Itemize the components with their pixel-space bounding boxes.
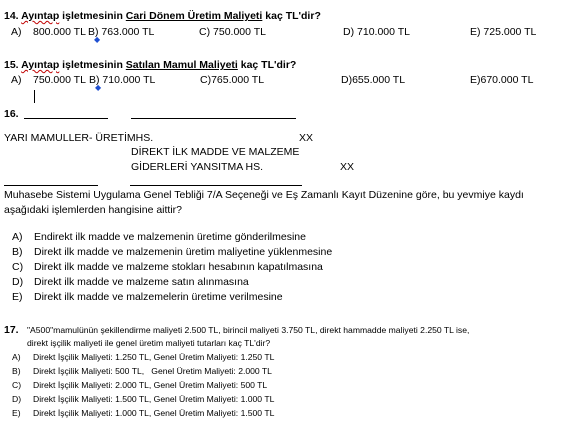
- journal-top-line-left: [24, 118, 108, 119]
- q14-key-term: Cari Dönem Üretim Maliyeti: [125, 10, 263, 22]
- q15-option-a[interactable]: A) 750.000 TL: [11, 74, 86, 86]
- q14-option-a[interactable]: A) 800.000 TL: [11, 26, 86, 38]
- journal-debit-account: YARI MAMULLER- ÜRETİMHS.: [4, 132, 154, 144]
- q17-question-line2: direkt işçilik maliyeti ile genel üretim maliyeti tutarları kaç TL'dir?: [27, 338, 271, 348]
- q14-number: 14.: [4, 10, 19, 22]
- q17-option-e[interactable]: E) Direkt İşçilik Maliyeti: 1.000 TL, Genel Üretim Maliyeti: 1.500 TL: [12, 408, 275, 418]
- journal-bottom-line-right: [130, 185, 302, 186]
- q14-option-d[interactable]: D) 710.000 TL: [343, 26, 410, 38]
- q15-option-d[interactable]: D)655.000 TL: [341, 74, 406, 86]
- q15-option-e[interactable]: E)670.000 TL: [470, 74, 534, 86]
- q16-question-line1: Muhasebe Sistemi Uygulama Genel Tebliği 7/A Seçeneği ve Eş Zamanlı Kayıt Düzenine göre, bu yevmiye kaydı: [4, 189, 524, 201]
- q16-option-e[interactable]: E) Direkt ilk madde ve malzemelerin üretime verilmesine: [12, 291, 283, 303]
- q17-option-c[interactable]: C) Direkt İşçilik Maliyeti: 2.000 TL, Genel Üretim Maliyeti: 500 TL: [12, 380, 268, 390]
- cursor-mark: ◆: [95, 83, 102, 92]
- journal-debit-amount: XX: [299, 132, 314, 144]
- q16-option-a[interactable]: A) Endirekt ilk madde ve malzemenin üretime gönderilmesine: [12, 231, 306, 243]
- q16-option-b[interactable]: B) Direkt ilk madde ve malzemenin üretim maliyetine yüklenmesine: [12, 246, 333, 258]
- q15-option-b[interactable]: B) 710.000 TL: [89, 74, 156, 86]
- journal-bottom-line-left: [4, 185, 98, 186]
- q15-key-term: Satılan Mamul Maliyeti: [125, 59, 238, 71]
- q14-option-c[interactable]: C) 750.000 TL: [199, 26, 266, 38]
- q14-option-b[interactable]: B) 763.000 TL: [88, 26, 155, 38]
- q14-stem-end: kaç TL'dir?: [262, 10, 321, 22]
- q14-stem-part: işletmesinin: [59, 10, 126, 22]
- journal-credit-amount: XX: [340, 161, 355, 173]
- q15-stem: [4, 59, 296, 71]
- q14-company-name: Ayıntap: [21, 10, 60, 22]
- q17-option-a[interactable]: A) Direkt İşçilik Maliyeti: 1.250 TL, Genel Üretim Maliyeti: 1.250 TL: [12, 352, 275, 362]
- q17-option-b[interactable]: B) Direkt İşçilik Maliyeti: 500 TL, Genel Üretim Maliyeti: 2.000 TL: [12, 366, 272, 376]
- journal-credit-account-line2: GİDERLERİ YANSITMA HS.: [131, 161, 264, 173]
- q15-stem-part: işletmesinin: [59, 59, 126, 71]
- q15-company-name: Ayıntap: [21, 59, 60, 71]
- q16-option-c[interactable]: C) Direkt ilk madde ve malzeme stokları hesabının kapatılmasına: [12, 261, 323, 273]
- q16-question-line2: aşağıdaki işlemlerden hangisine aittir?: [4, 204, 183, 216]
- q14-stem: [4, 10, 321, 22]
- journal-credit-account-line1: DİREKT İLK MADDE VE MALZEME: [131, 146, 300, 158]
- q14-option-e[interactable]: E) 725.000 TL: [470, 26, 537, 38]
- q15-stem-end: kaç TL'dir?: [237, 59, 297, 71]
- q17-option-d[interactable]: D) Direkt İşçilik Maliyeti: 1.500 TL, Genel Üretim Maliyeti: 1.000 TL: [12, 394, 275, 404]
- q15-option-c[interactable]: C)765.000 TL: [200, 74, 265, 86]
- q17-question-line1: "A500"mamulünün şekillendirme maliyeti 2.500 TL, birincil maliyeti 3.750 TL, direkt hammadde maliyeti 2.250 TL ise,: [27, 325, 470, 335]
- q15-number: 15.: [4, 59, 19, 71]
- cursor-mark: ◆: [94, 35, 101, 44]
- q16-option-d[interactable]: D) Direkt ilk madde ve malzeme satın alınmasına: [12, 276, 249, 288]
- q16-number: 16.: [4, 108, 19, 120]
- q17-number: 17.: [4, 324, 19, 336]
- journal-top-line-right: [131, 118, 296, 119]
- text-cursor: [34, 90, 35, 103]
